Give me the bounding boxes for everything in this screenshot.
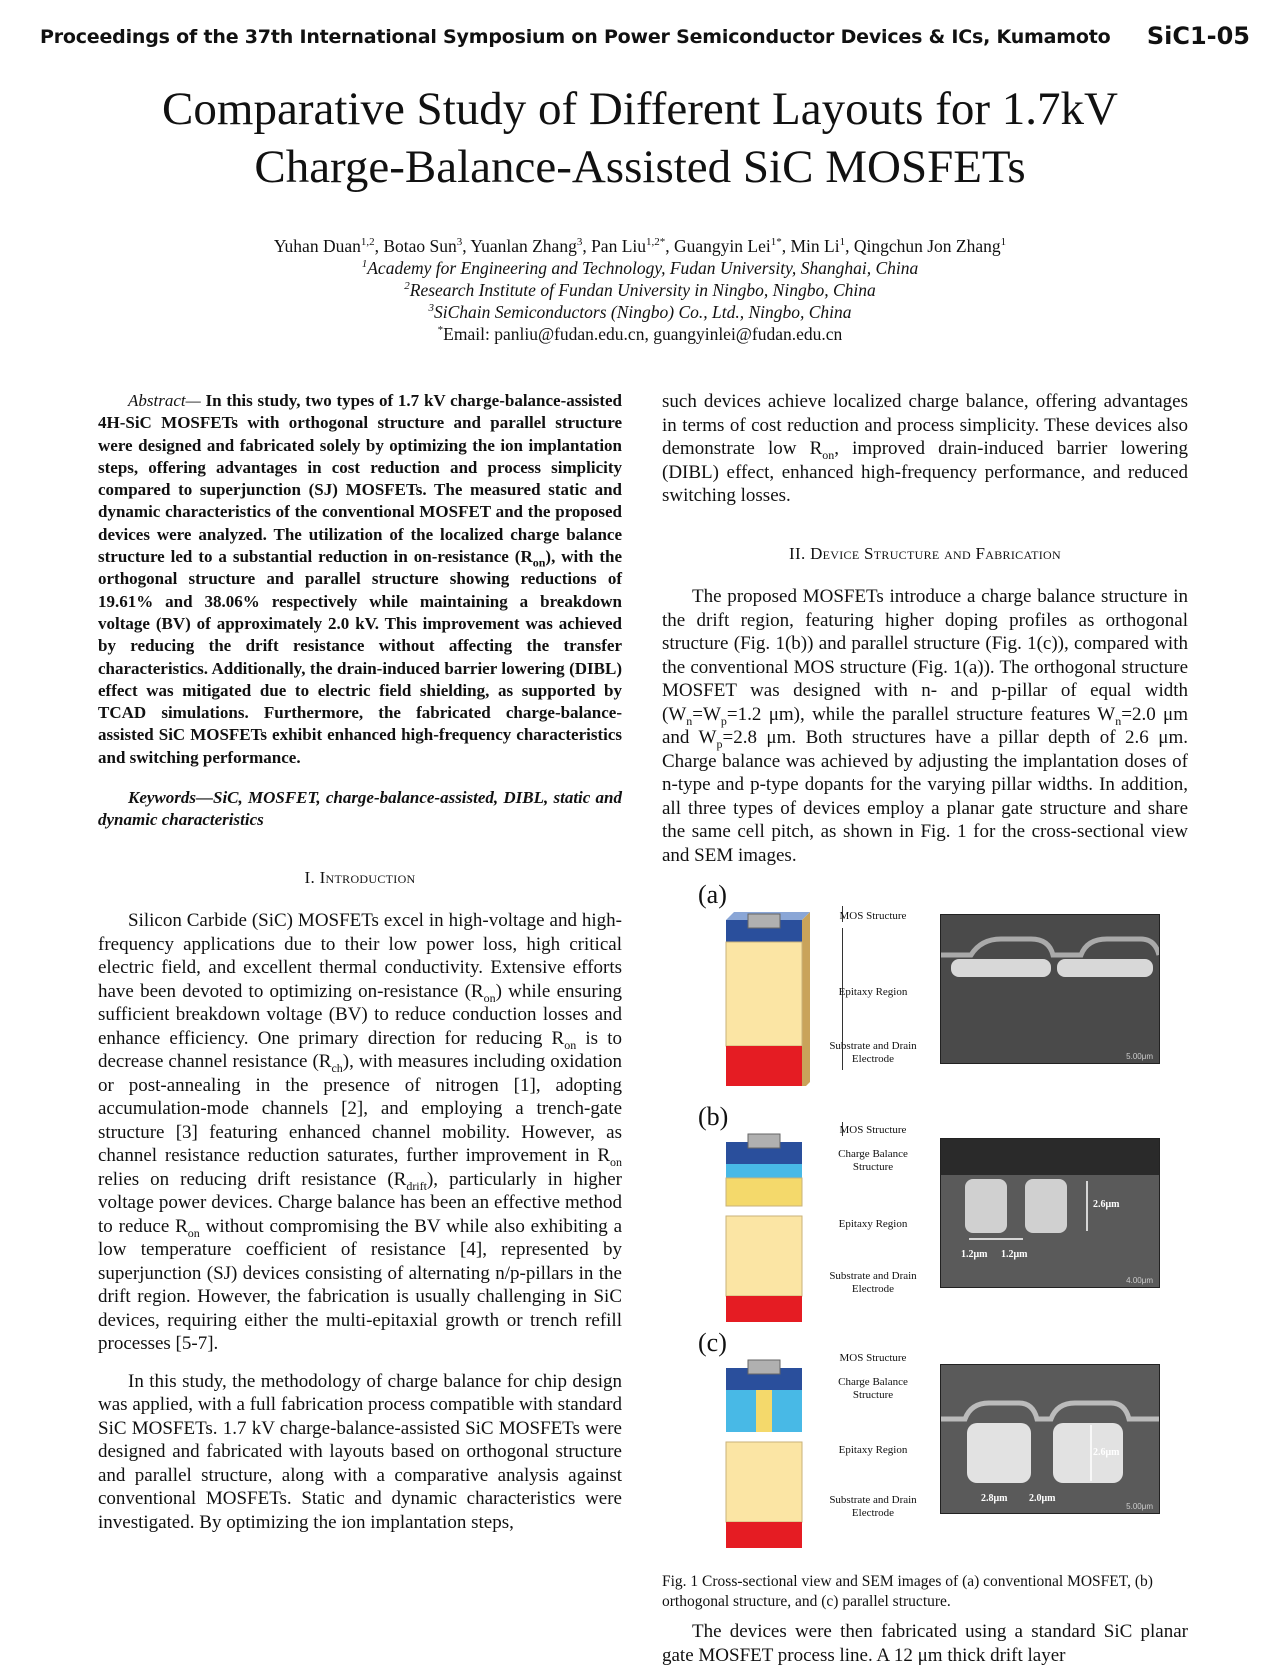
intro-continuation: such devices achieve localized charge balance, offering advantages in terms of cost reduction and process simplicity. These devices also demonstrate low $R_{on}$, improved drain-induced barrier lowering (DIBL) effect, enhanced high-frequency performance, and reduced switching losses. xyxy=(662,391,1189,506)
scale-bar-label: 5.00μm xyxy=(1126,1052,1153,1061)
figure-panel-a xyxy=(662,880,1192,1080)
region-label: Substrate and Drain Electrode xyxy=(829,1270,917,1295)
left-column xyxy=(98,390,622,1534)
panel-label-c: (c) xyxy=(698,1328,727,1357)
affiliation-1: $^1$Academy for Engineering and Technology, Fudan University, Shanghai, China xyxy=(361,258,919,278)
author: Qingchun Jon Zhang xyxy=(853,236,1001,256)
author: Guangyin Lei xyxy=(674,236,771,256)
figure-panel-b xyxy=(662,1102,1192,1312)
figure-caption: Fig. 1 Cross-sectional view and SEM images of (a) conventional MOSFET, (b) orthogonal structure, and (c) parallel structure. xyxy=(662,1573,1153,1610)
epitaxy-block xyxy=(726,942,802,1046)
dimension-label: 2.6μm xyxy=(1093,1447,1120,1458)
region-label: Substrate and Drain Electrode xyxy=(829,1494,917,1519)
region-label: Charge Balance Structure xyxy=(838,1148,908,1173)
substrate-block xyxy=(726,1046,802,1086)
running-header xyxy=(40,24,1250,52)
gate-electrode xyxy=(748,914,780,928)
intro-paragraph-1: Silicon Carbide (SiC) MOSFETs excel in high-voltage and high-frequency applications due to their low power loss, high critical electric field, and excellent thermal conductivity. Extensive efforts have been devoted to optimizing on-resistance $(R_{on})$ while ensuring sufficient breakdown voltage (BV) to reduce conduction losses and enhance efficiency. One primary direction for reducing $R_{on}$ is to decrease channel resistance $(R_{ch})$, with measures including oxidation or post-annealing in the presence of nitrogen [1], adopting accumulation-mode channels [2], and employing a trench-gate structure [3] featuring enhanced channel mobility. However, as channel resistance reduction saturates, further improvement in $R_{on}$ relies on reducing drift resistance $(R_{drift})$, particularly in higher voltage power devices. Charge balance has been an effective method to reduce $R_{on}$ without compromising the BV while also exhibiting a low temperature coefficient of resistance [4], represented by superjunction (SJ) devices consisting of alternating n/p-pillars in the drift region. However, the fabrication is usually challenging in SiC devices, requiring either the multi-epitaxial growth or trench refill processes [5-7]. xyxy=(98,910,623,1355)
dimension-label: 2.6μm xyxy=(1093,1199,1120,1210)
panel-label-a: (a) xyxy=(698,880,727,909)
fabrication-paragraph: The devices were then fabricated using a standard SiC planar gate MOSFET process line. A 12 μm thick drift layer xyxy=(662,1621,1188,1666)
panel-label-b: (b) xyxy=(698,1102,729,1131)
author-block xyxy=(100,235,1180,345)
sem-image-c xyxy=(940,1364,1160,1514)
title-line-2: Charge-Balance-Assisted SiC MOSFETs xyxy=(254,141,1026,193)
dimension-label: 1.2μm xyxy=(961,1249,988,1260)
region-label: Epitaxy Region xyxy=(838,1218,908,1230)
proceedings-line: Proceedings of the 37th International Symposium on Power Semiconductor Devices & ICs, Kumamoto xyxy=(40,26,1111,48)
paper-title xyxy=(60,80,1220,196)
region-label: MOS Structure xyxy=(839,1352,907,1364)
author: Pan Liu xyxy=(591,236,647,256)
author: Yuanlan Zhang xyxy=(470,236,577,256)
affiliation-3: $^3$SiChain Semiconductors (Ningbo) Co., Ltd., Ningbo, China xyxy=(428,302,852,322)
charge-balance-layer xyxy=(726,1178,802,1206)
dimension-label: 2.8μm xyxy=(981,1493,1008,1504)
author: Min Li xyxy=(790,236,840,256)
author: Botao Sun xyxy=(383,236,457,256)
region-label: MOS Structure xyxy=(839,910,907,922)
title-line-1: Comparative Study of Different Layouts for 1.7kV xyxy=(162,83,1118,135)
device-structure-paragraph: The proposed MOSFETs introduce a charge balance structure in the drift region, featuring higher doping profiles as orthogonal structure (Fig. 1(b)) and parallel structure (Fig. 1(c)), compared with the conventional MOS structure (Fig. 1(a)). The orthogonal structure MOSFET was designed with n- and p-pillar of equal width ($W_n=W_p=1.2$ μm), while the parallel structure features $W_n=2.0$ μm and $W_p=2.8$ μm. Both structures have a pillar depth of 2.6 μm. Charge balance was achieved by adjusting the implantation doses of n-type and p-type dopants for the varying pillar widths. In addition, all three types of devices employ a planar gate structure and share the same cell pitch, as shown in Fig. 1 for the cross-sectional view and SEM images. xyxy=(662,586,1188,866)
sem-image-b xyxy=(940,1138,1160,1288)
device-side-face xyxy=(802,912,810,1086)
scale-bar-label: 4.00μm xyxy=(1126,1276,1153,1285)
section-heading-introduction: I. Introduction xyxy=(304,867,416,887)
author-names: Yuhan Duan$^{1,2}$, Botao Sun$^3$, Yuanlan Zhang$^3$, Pan Liu$^{1,2*}$, Guangyin Lei$^{1*}$, Min Li$^1$, Qingchun Jon Zhang$^1$ xyxy=(273,236,1007,256)
figure-panel-c xyxy=(662,1328,1192,1538)
dimension-label: 2.0μm xyxy=(1029,1493,1056,1504)
dimension-label: 1.2μm xyxy=(1001,1249,1028,1260)
cross-section-b xyxy=(718,1128,818,1328)
right-column-bottom xyxy=(662,1620,1188,1667)
paper-code: SiC1-05 xyxy=(1146,22,1250,50)
author: Yuhan Duan xyxy=(273,236,361,256)
region-label: Epitaxy Region xyxy=(838,1444,908,1456)
region-label: Epitaxy Region xyxy=(838,986,908,998)
n-pillar xyxy=(756,1390,772,1432)
abstract: Abstract— In this study, two types of 1.7 kV charge-balance-assisted 4H-SiC MOSFETs with orthogonal structure and parallel structure were designed and fabricated solely by optimizing the ion implantation steps, offering advantages in cost reduction and process simplicity compared to superjunction (SJ) MOSFETs. The measured static and dynamic characteristics of the conventional MOSFET and the proposed devices were analyzed. The utilization of the localized charge balance structure led to a substantial reduction in on-resistance $(R_{on})$, with the orthogonal structure and parallel structure showing reductions of 19.61% and 38.06% respectively while maintaining a breakdown voltage (BV) of approximately 2.0 kV. This improvement was achieved by reducing the drift resistance without affecting the transfer characteristics. Additionally, the drain-induced barrier lowering (DIBL) effect was mitigated due to electric field shielding, as supported by TCAD simulations. Furthermore, the fabricated charge-balance-assisted SiC MOSFETs exhibit enhanced high-frequency characteristics and switching performance. xyxy=(98,391,622,767)
intro-paragraph-2: In this study, the methodology of charge balance for chip design was applied, with a full fabrication process compatible with standard SiC MOSFETs. 1.7 kV charge-balance-assisted SiC MOSFETs were designed and fabricated with layouts based on orthogonal structure and parallel structure, along with a comparative analysis against conventional MOSFETs. Static and dynamic characteristics were investigated. By optimizing the ion implantation steps, xyxy=(98,1370,622,1533)
section-heading-device-structure: II. Device Structure and Fabrication xyxy=(789,543,1061,563)
email-line: *Email: panliu@fudan.edu.cn, guangyinlei@fudan.edu.cn xyxy=(437,324,843,344)
scale-bar-label: 5.00μm xyxy=(1126,1502,1153,1511)
cross-section-a xyxy=(718,906,818,1086)
sem-image-a xyxy=(940,914,1160,1064)
affiliation-2: $^2$Research Institute of Fundan University in Ningbo, Ningbo, China xyxy=(404,280,876,300)
right-column xyxy=(662,390,1188,867)
region-label: MOS Structure xyxy=(839,1124,907,1136)
keywords: Keywords—SiC, MOSFET, charge-balance-assisted, DIBL, static and dynamic characteristics xyxy=(98,788,622,830)
region-label: Substrate and Drain Electrode xyxy=(829,1040,917,1065)
region-label: Charge Balance Structure xyxy=(838,1376,908,1401)
cross-section-c xyxy=(718,1354,818,1554)
